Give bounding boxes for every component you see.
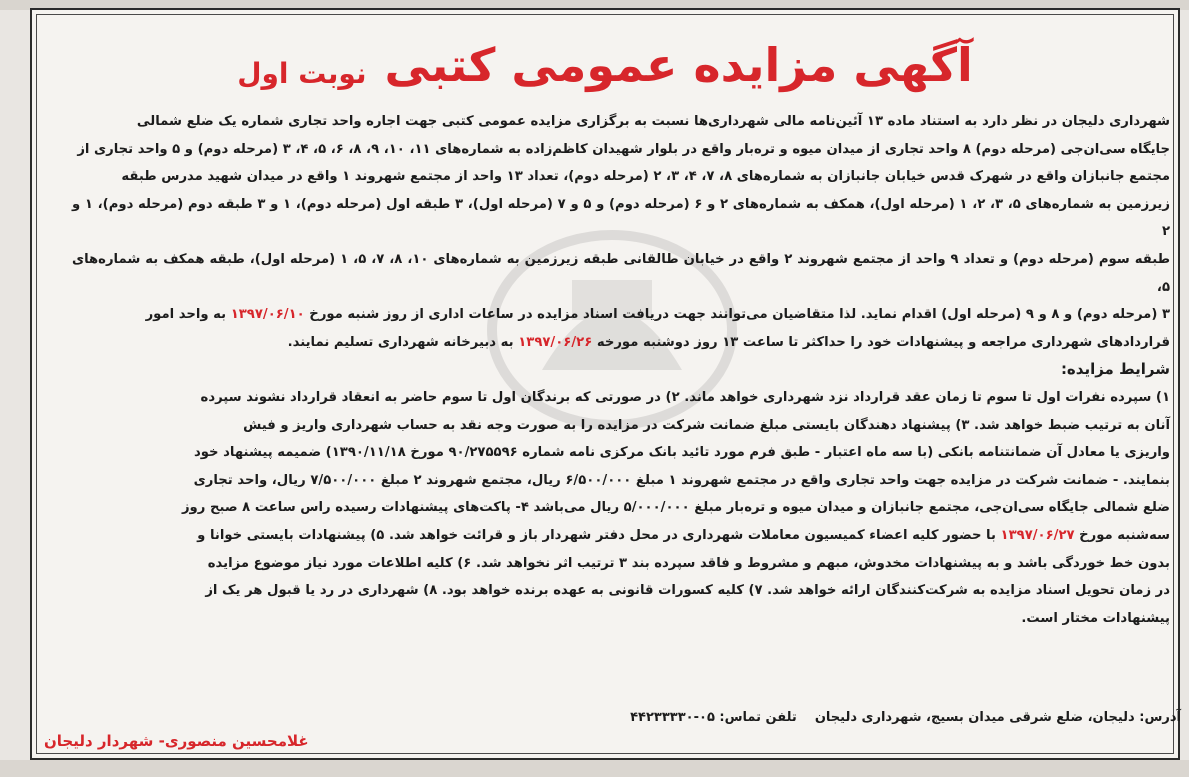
condition-line: پیشنهادات مختار است.	[1021, 610, 1170, 626]
condition-line: واریزی یا معادل آن ضمانتنامه بانکی (با سه ماه اعتبار - طبق فرم مورد تائید بانک مرکزی نامه شماره ۹۰/۲۷۵۵۹۶ مورخ ۱۳۹۰/۱۱/۱۸) ضمیمه پیشنهاد خود	[194, 445, 1170, 461]
submission-deadline-date: ۱۳۹۷/۰۶/۲۶	[518, 334, 593, 350]
signature-line: غلامحسین منصوری- شهردار دلیجان	[44, 732, 309, 750]
condition-line: ۱) سپرده نفرات اول تا سوم تا زمان عقد قرارداد نزد شهرداری خواهد ماند. ۲) در صورتی که برندگان اول تا سوم حاضر به انعقاد قرارداد نشوند سپرده	[200, 389, 1170, 405]
intro-line-part: ۳ (مرحله دوم) و ۸ و ۹ (مرحله اول) اقدام نماید. لذا متقاضیان می‌توانند جهت دریافت اسناد مزایده در ساعات اداری از روز شنبه مورخ	[304, 307, 1170, 323]
condition-line: بنمایند. - ضمانت شرکت در مزایده جهت واحد تجاری واقع در مجتمع شهروند ۱ مبلغ ۶/۵۰۰/۰۰۰ ریال، مجتمع شهروند ۲ مبلغ ۷/۵۰۰/۰۰۰ ریال، واحد تجاری	[193, 472, 1170, 488]
bottom-clipping-edge	[0, 760, 1189, 777]
document-pickup-date: ۱۳۹۷/۰۶/۱۰	[230, 307, 305, 323]
condition-line-part: سه‌شنبه مورخ	[1074, 527, 1170, 543]
intro-line-part: به واحد امور	[145, 307, 231, 323]
intro-line: جایگاه سی‌ان‌جی (مرحله دوم) ۸ واحد تجاری از میدان میوه و تره‌بار واقع در بلوار شهیدان کاظم‌زاده به شماره‌های ۱۱، ۱۰، ۹، ۸، ۶، ۵، ۴، ۳ (مرحله دوم) و ۵ واحد تجاری از	[77, 141, 1170, 157]
intro-line: شهرداری دلیجان در نظر دارد به استناد ماده ۱۳ آئین‌نامه مالی شهرداری‌ها نسبت به برگزاری مزایده عمومی کتبی جهت اجاره واحد تجاری شماره یک ضلع شمالی	[136, 114, 1170, 129]
intro-line: طبقه سوم (مرحله دوم) و تعداد ۹ واحد از مجتمع شهروند ۲ واقع در خیابان طالقانی طبقه زیرزمین به شماره‌های ۱۰، ۸، ۷، ۵، ۱ (مرحله اول)، طبقه همکف به شماره‌های ۵،	[72, 251, 1170, 295]
intro-line-part: به دبیرخانه شهرداری تسلیم نمایند.	[287, 334, 519, 350]
notice-round: نوبت اول	[237, 56, 367, 90]
opening-date: ۱۳۹۷/۰۶/۲۷	[1000, 527, 1075, 543]
condition-line	[72, 522, 1170, 550]
notice-body	[72, 108, 1170, 632]
condition-line: بدون خط خوردگی باشد و به پیشنهادات مخدوش، مبهم و مشروط و فاقد سپرده بند ۳ ترتیب اثر نخواهد شد. ۶) کلیه اطلاعات مورد نیاز موضوع مزایده	[207, 555, 1170, 571]
phone-text: تلفن تماس: ۰۵-۴۴۲۳۳۳۳۰	[630, 709, 797, 725]
intro-line	[72, 301, 1170, 329]
condition-line: در زمان تحویل اسناد مزایده به شرکت‌کنندگان ارائه خواهد شد. ۷) کلیه کسورات قانونی به عهده برنده خواهد بود. ۸) شهرداری در رد یا قبول هر یک از	[205, 583, 1170, 599]
conditions-heading: شرایط مزایده:	[1060, 360, 1170, 379]
address-text: آدرس: دلیجان، ضلع شرقی میدان بسیج، شهرداری دلیجان	[814, 709, 1181, 725]
notice-frame	[30, 8, 1180, 760]
intro-line	[72, 329, 1170, 357]
notice-title-row	[32, 30, 1178, 100]
intro-line: زیرزمین به شماره‌های ۵، ۳، ۲، ۱ (مرحله اول)، همکف به شماره‌های ۲ و ۶ (مرحله دوم) و ۵ و ۷ (مرحله اول)، ۳ طبقه اول (مرحله دوم)، ۱ و ۳ طبقه دوم (مرحله دوم)، ۱ و ۲	[72, 196, 1170, 240]
condition-line: آنان به ترتیب ضبط خواهد شد. ۳) پیشنهاد دهندگان بایستی مبلغ ضمانت شرکت در مزایده را به صورت وجه نقد به حساب شهرداری واریز و فیش	[243, 417, 1170, 433]
condition-line-part: با حضور کلیه اعضاء کمیسیون معاملات شهرداری در محل دفتر شهردار باز و قرائت خواهد شد. ۵) پیشنهادات بایستی خوانا و	[197, 527, 1001, 543]
intro-line-part: قراردادهای شهرداری مراجعه و پیشنهادات خود را حداکثر تا ساعت ۱۳ روز دوشنبه مورخه	[592, 334, 1170, 350]
intro-line: مجتمع جانبازان واقع در شهرک قدس خیابان جانبازان به شماره‌های ۸، ۷، ۴، ۳، ۲ (مرحله دوم)، تعداد ۱۳ واحد از مجتمع شهروند ۱ واقع در میدان شهید مدرس طبقه	[121, 169, 1170, 185]
condition-line: ضلع شمالی جایگاه سی‌ان‌جی، مجتمع جانبازان و میدان میوه و تره‌بار مبلغ ۵/۰۰۰/۰۰۰ ریال می‌باشد ۴- پاکت‌های پیشنهادات رسیده راس ساعت ۸ صبح روز	[181, 500, 1170, 516]
contact-row	[180, 706, 1181, 728]
notice-title: آگهی مزایده عمومی کتبی	[384, 38, 973, 92]
